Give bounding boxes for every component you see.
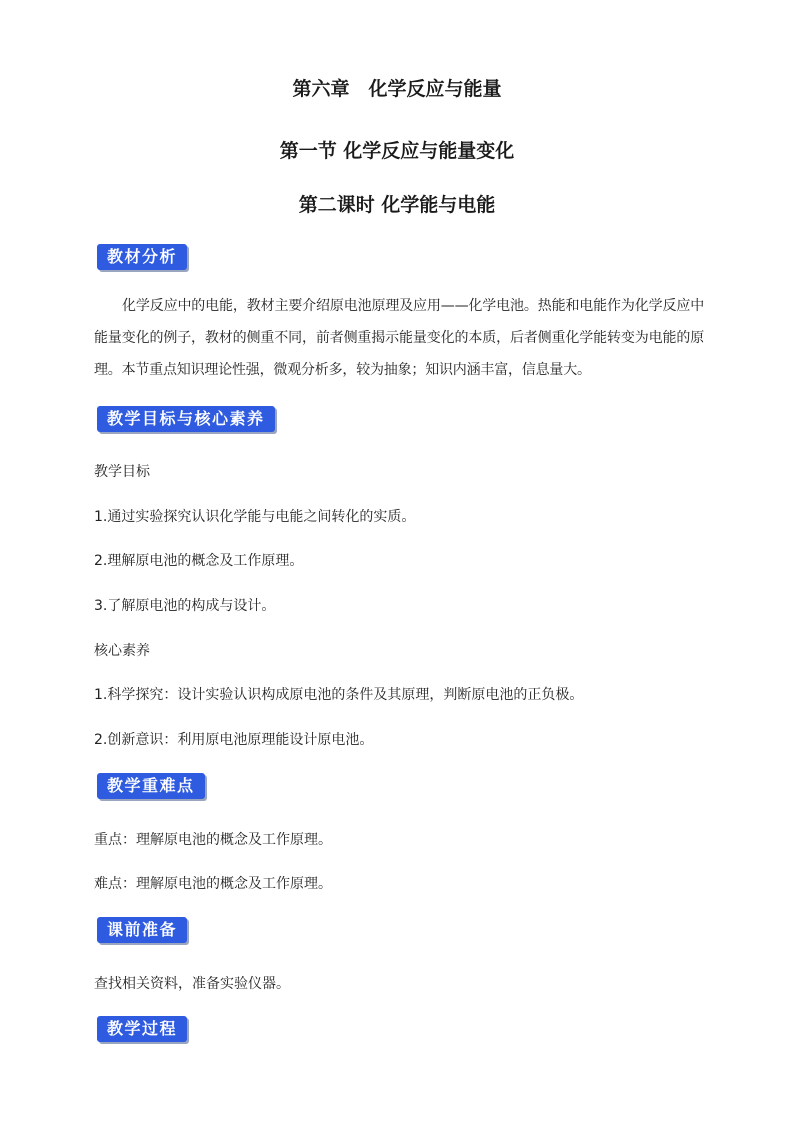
goals-heading: 教学目标与核心素养	[97, 406, 275, 432]
key-point: 重点：理解原电池的概念及工作原理。	[94, 832, 332, 848]
chapter-title: 第六章 化学反应与能量	[292, 78, 502, 100]
goal-item: 1.通过实验探究认识化学能与电能之间转化的实质。	[94, 509, 416, 525]
goals-label: 教学目标	[94, 464, 150, 480]
textbook-analysis-heading: 教材分析	[97, 244, 187, 270]
key-points-heading: 教学重难点	[97, 773, 205, 799]
preparation-body: 查找相关资料，准备实验仪器。	[94, 976, 290, 992]
core-item: 1.科学探究：设计实验认识构成原电池的条件及其原理，判断原电池的正负极。	[94, 687, 584, 703]
section-title: 第一节 化学反应与能量变化	[279, 140, 515, 162]
goal-item: 2.理解原电池的概念及工作原理。	[94, 553, 304, 569]
textbook-analysis-body: 化学反应中的电能，教材主要介绍原电池原理及应用——化学电池。热能和电能作为化学反应中能量变化的例子，教材的侧重不同，前者侧重揭示能量变化的本质，后者侧重化学能转变为电能的原理。本节重点知识理论性强，微观分析多，较为抽象；知识内涵丰富，信息量大。	[94, 298, 704, 378]
core-label: 核心素养	[94, 643, 150, 659]
process-heading: 教学过程	[97, 1016, 187, 1042]
core-item: 2.创新意识：利用原电池原理能设计原电池。	[94, 732, 374, 748]
preparation-heading: 课前准备	[97, 917, 187, 943]
lesson-title: 第二课时 化学能与电能	[298, 194, 496, 216]
difficult-point: 难点：理解原电池的概念及工作原理。	[94, 876, 332, 892]
goal-item: 3.了解原电池的构成与设计。	[94, 598, 276, 614]
